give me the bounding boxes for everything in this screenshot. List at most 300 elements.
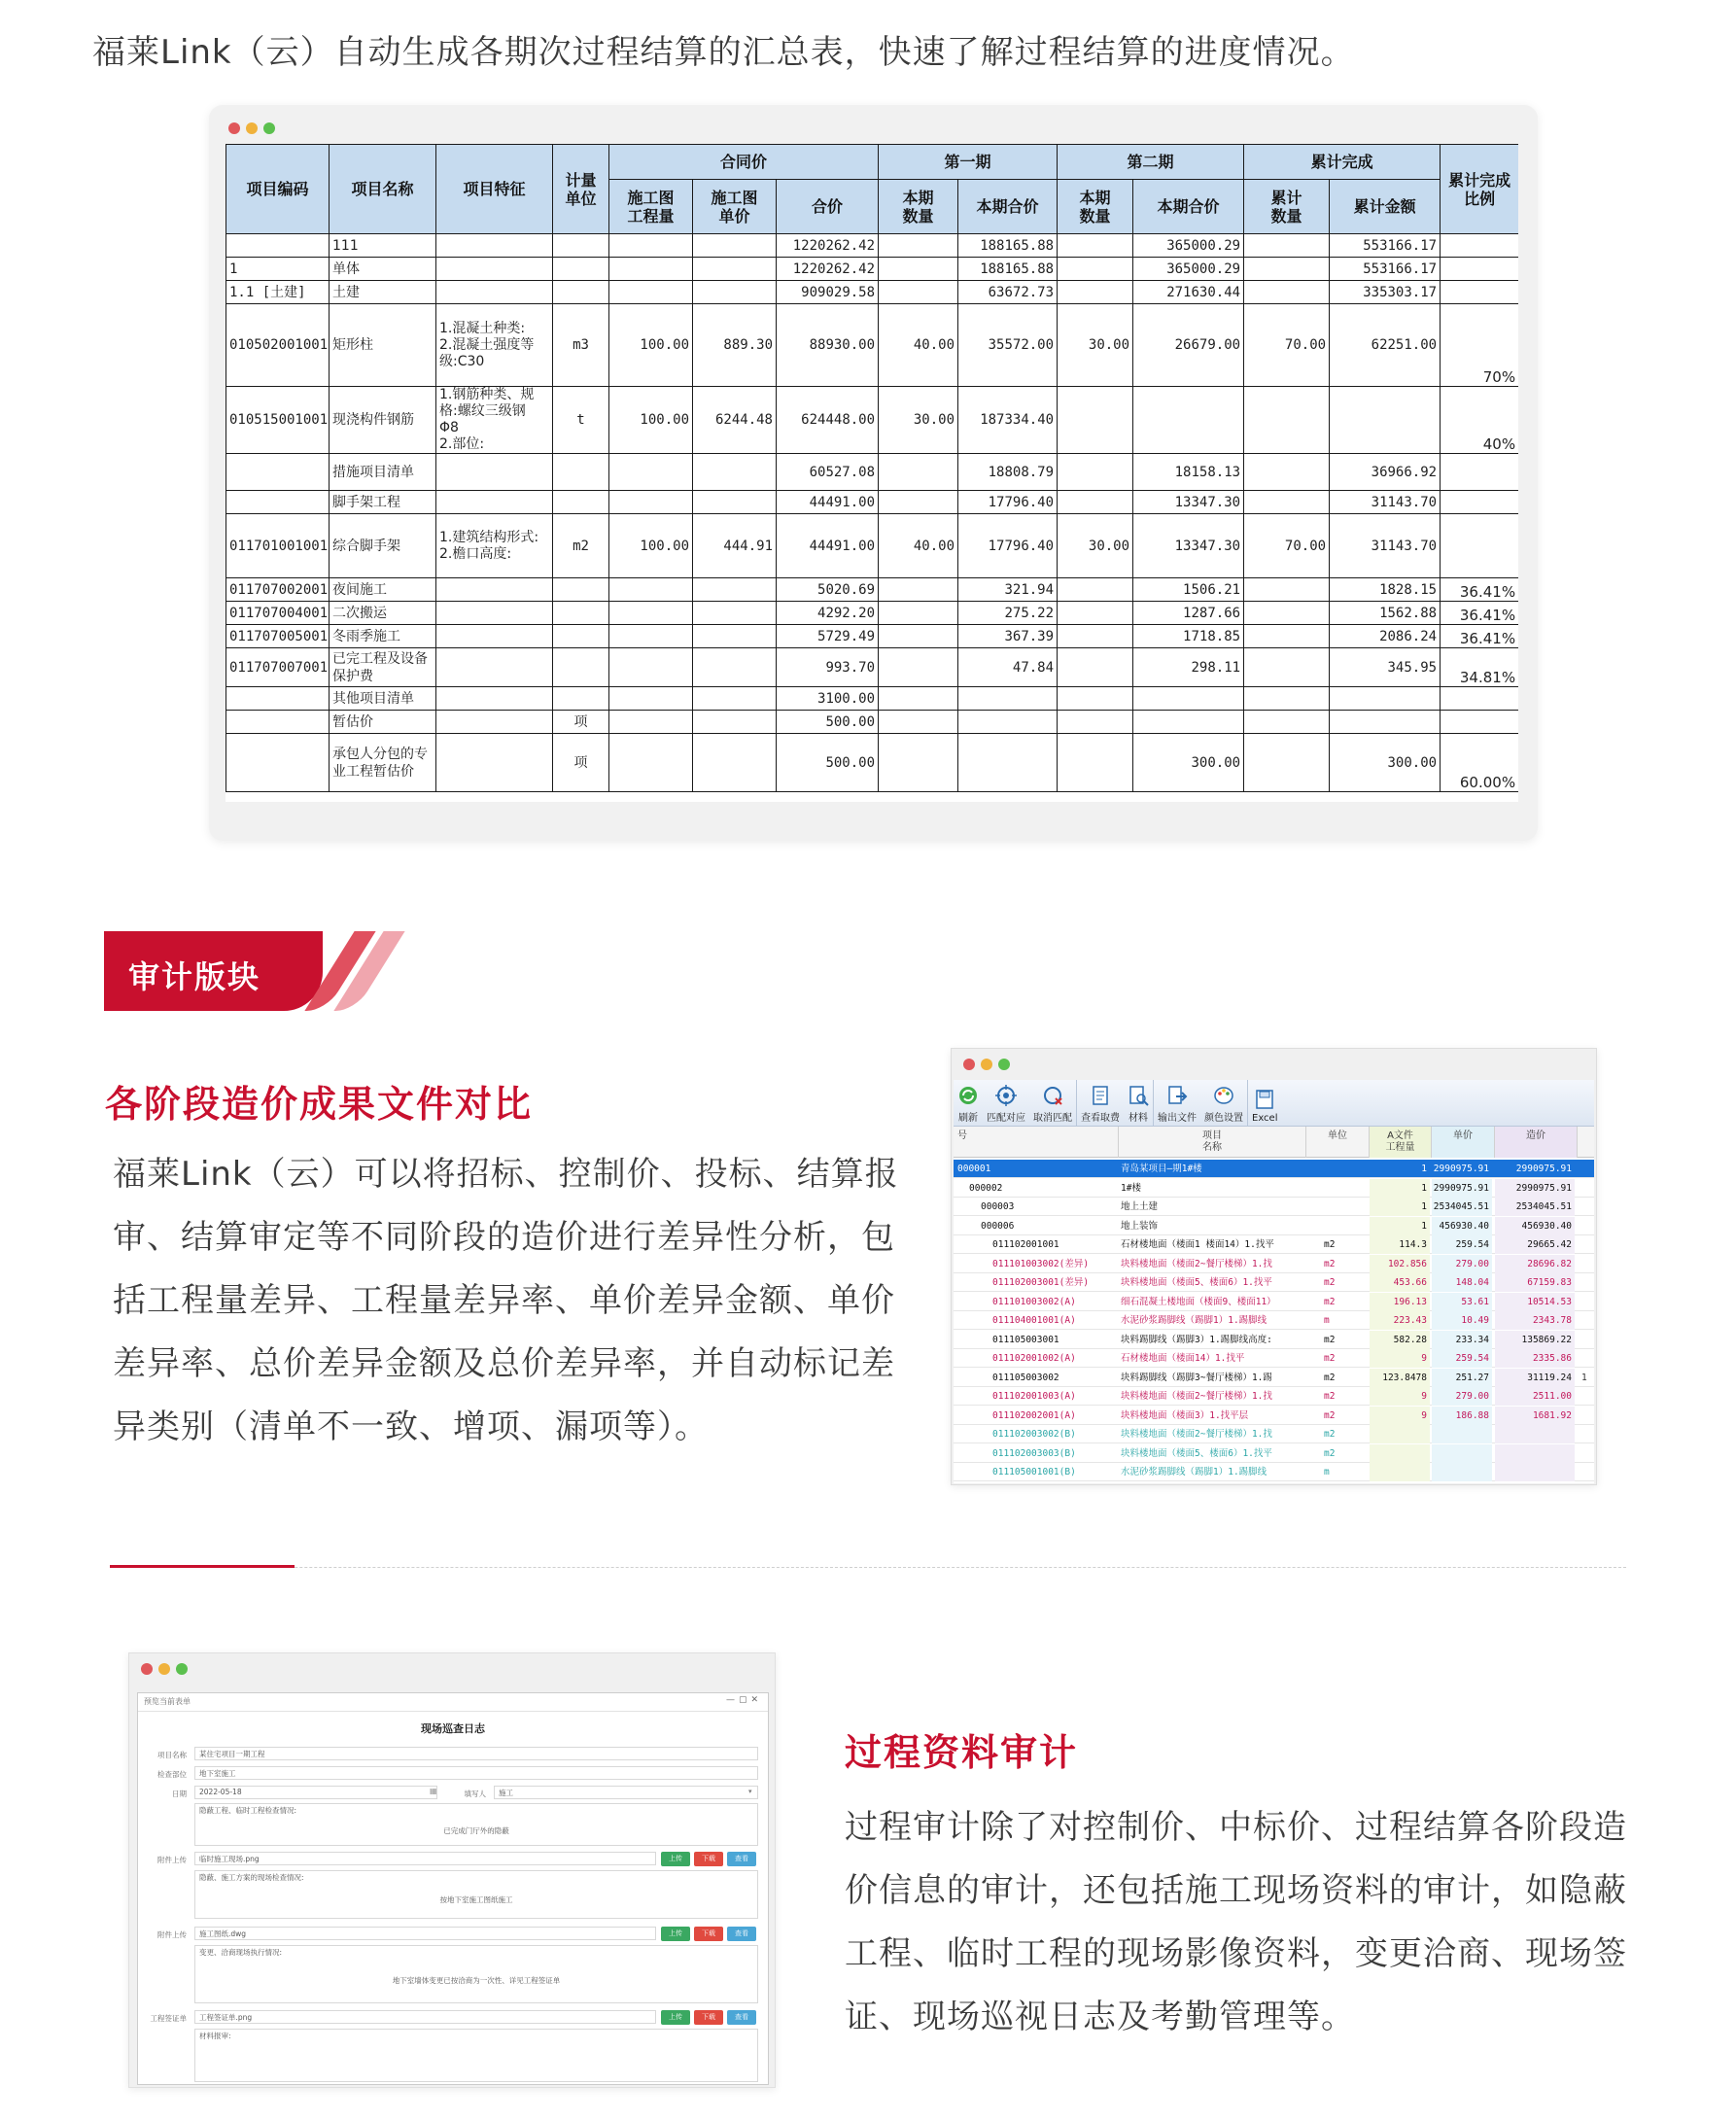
th-period1: 第一期 [879,145,1058,180]
textarea-4[interactable] [194,2029,758,2082]
table-row [226,625,1519,648]
grid-cell-total: 2534045.51 [1495,1198,1575,1216]
grid-cell-name: 青岛某项目—期1#楼 [1121,1164,1202,1174]
cell-code: 011707005001 [226,625,330,648]
cell-unit: 项 [553,711,609,734]
cell-p1qty [879,711,958,734]
grid-cell-price: 2534045.51 [1432,1198,1492,1216]
cell-cumqty [1244,711,1330,734]
textarea-2[interactable] [194,1870,758,1919]
cell-qty [609,625,693,648]
grid-row[interactable] [954,1387,1594,1406]
grid-cell-qty: 196.13 [1370,1293,1430,1311]
grid-cell-code: 011102001003(A) [992,1391,1076,1402]
cell-name: 矩形柱 [330,304,436,387]
cell-code [226,734,330,792]
cell-feature [436,711,553,734]
cell-unit [553,625,609,648]
grid-cell-total: 67159.83 [1495,1273,1575,1292]
cell-name: 承包人分包的专业工程暂估价 [330,734,436,792]
date-label: 日期 [172,1790,187,1798]
maximize-dot-icon[interactable] [176,1663,188,1675]
cell-qty [609,491,693,514]
cell-unit: 项 [553,734,609,792]
cell-unit [553,578,609,602]
cell-code [226,234,330,258]
cell-price [693,281,777,304]
grid-cell-unit: m2 [1324,1353,1336,1364]
grid-cell-total: 2343.78 [1495,1311,1575,1330]
table-row [226,454,1519,491]
close-dot-icon[interactable] [228,122,240,134]
cell-qty [609,648,693,687]
upload-button[interactable]: 上传 [661,1852,690,1866]
cell-ratio: 40% [1441,387,1518,454]
cell-total: 1220262.42 [777,234,879,258]
grid-cell-price: 259.54 [1432,1349,1492,1368]
form-window-title: 预览当前表单 [144,1697,191,1706]
attach1-input[interactable]: 临时施工现场.png [194,1852,656,1865]
grid-row[interactable] [954,1293,1594,1311]
grid-cell-unit: m2 [1324,1239,1336,1250]
grid-cell-unit: m2 [1324,1409,1336,1421]
attach3-label: 工程签证单 [150,2014,187,2023]
grid-cell-price [1432,1463,1492,1481]
compare-grid [954,1127,1594,1483]
grid-cell-total: 10514.53 [1495,1293,1575,1311]
cell-cumqty [1244,625,1330,648]
grid-cell-price: 251.27 [1432,1369,1492,1387]
cell-feature [436,734,553,792]
cell-code: 011707004001 [226,602,330,625]
cell-name: 已完工程及设备保护费 [330,648,436,687]
cell-unit: m2 [553,514,609,578]
export-icon [1166,1085,1188,1106]
cell-cumamt: 300.00 [1330,734,1441,792]
grid-cell-qty: 9 [1370,1407,1430,1425]
cell-ratio [1441,687,1518,711]
cell-cumamt [1330,687,1441,711]
cell-qty [609,454,693,491]
th-p2qty: 本期 数量 [1058,180,1133,234]
cell-unit: m3 [553,304,609,387]
cell-ratio [1441,281,1518,304]
cell-code: 011707002001 [226,578,330,602]
cell-name: 冬雨季施工 [330,625,436,648]
upload-button[interactable]: 上传 [661,2010,690,2025]
toolbar-label: 取消匹配 [1033,1113,1072,1124]
cell-p2total: 365000.29 [1133,234,1244,258]
table-row [226,258,1519,281]
maximize-dot-icon[interactable] [998,1059,1010,1070]
location-input[interactable]: 地下室施工 [194,1766,758,1780]
cell-p2qty: 30.00 [1058,304,1133,387]
grid-row[interactable] [954,1349,1594,1368]
cell-code: 1 [226,258,330,281]
cell-feature [436,234,553,258]
textarea-3[interactable] [194,1945,758,2003]
audit-compare-window [951,1048,1597,1485]
cell-p2total: 13347.30 [1133,491,1244,514]
cell-price [693,687,777,711]
gh-name: 项目 名称 [1119,1127,1306,1158]
cell-p1total: 188165.88 [958,258,1058,281]
grid-cell-total [1495,1425,1575,1443]
grid-cell-qty: 223.43 [1370,1311,1430,1330]
intro-text: 福莱Link（云）自动生成各期次过程结算的汇总表，快速了解过程结算的进度情况。 [92,33,1355,72]
cell-total: 4292.20 [777,602,879,625]
th-period2: 第二期 [1058,145,1244,180]
cell-p1total: 188165.88 [958,234,1058,258]
cell-p1total [958,687,1058,711]
grid-cell-price [1432,1425,1492,1443]
cell-ratio [1441,454,1518,491]
textarea-2-prompt: 隐蔽、施工方案的现场检查情况: [199,1873,304,1882]
summary-table-container [226,144,1518,802]
cell-cumqty [1244,454,1330,491]
cell-ratio: 34.81% [1441,648,1518,687]
document-icon [1090,1085,1111,1106]
th-qty: 施工图 工程量 [609,180,693,234]
cell-ratio [1441,514,1518,578]
grid-cell-qty: 1 [1370,1198,1430,1216]
grid-cell-code: 011102003001(差异) [992,1277,1090,1288]
cell-total: 60527.08 [777,454,879,491]
view-button[interactable]: 查看 [727,2010,756,2025]
cell-cumqty [1244,491,1330,514]
cell-p1total: 63672.73 [958,281,1058,304]
cell-feature [436,602,553,625]
download-button[interactable]: 下载 [694,1852,723,1866]
cell-price [693,234,777,258]
cell-ratio [1441,258,1518,281]
cell-total: 88930.00 [777,304,879,387]
cell-cumamt: 1828.15 [1330,578,1441,602]
cell-qty [609,734,693,792]
grid-cell-unit: m2 [1324,1429,1336,1440]
grid-cell-total [1495,1444,1575,1463]
close-dot-icon[interactable] [963,1059,975,1070]
grid-row[interactable] [954,1217,1594,1235]
grid-row[interactable] [954,1198,1594,1216]
cell-price [693,602,777,625]
grid-cell-qty: 1 [1370,1179,1430,1198]
cell-p1qty [879,258,958,281]
cell-total: 500.00 [777,734,879,792]
grid-cell-qty: 102.856 [1370,1255,1430,1273]
cell-feature: 1.钢筋种类、规格:螺纹三级钢 Φ8 2.部位: [436,387,553,454]
cell-p2qty [1058,491,1133,514]
section-divider-accent [110,1565,295,1568]
cell-p1qty [879,602,958,625]
cell-cumamt: 1562.88 [1330,602,1441,625]
cell-p1total [958,711,1058,734]
toolbar-material-button[interactable] [1124,1080,1153,1126]
cell-cumqty [1244,648,1330,687]
toolbar-color-button[interactable] [1200,1080,1247,1126]
cell-p1qty [879,454,958,491]
grid-cell-name: 块料踢脚线（踢脚3）1.踢脚线高度: [1121,1334,1272,1345]
cell-price [693,454,777,491]
cell-code [226,491,330,514]
grid-cell-code: 011102001002(A) [992,1353,1076,1364]
cell-cumqty [1244,234,1330,258]
grid-row[interactable] [954,1369,1594,1387]
cell-p2qty [1058,711,1133,734]
grid-cell-total: 135869.22 [1495,1331,1575,1349]
cell-feature [436,648,553,687]
cell-cumqty: 70.00 [1244,304,1330,387]
toolbar-label: 输出文件 [1158,1113,1197,1124]
cell-ratio: 36.41% [1441,578,1518,602]
calendar-icon[interactable]: ▦ [430,1787,437,1795]
maximize-dot-icon[interactable] [263,122,275,134]
grid-cell-name: 1#楼 [1121,1182,1141,1194]
cell-feature [436,625,553,648]
th-p2total: 本期合价 [1133,180,1244,234]
minimize-dot-icon[interactable] [981,1059,992,1070]
view-button[interactable]: 查看 [727,1927,756,1941]
cell-price: 889.30 [693,304,777,387]
grid-cell-price: 2990975.91 [1433,1164,1489,1174]
textarea-1[interactable] [194,1803,758,1846]
table-row [226,234,1519,258]
target-icon [995,1085,1017,1106]
table-row [226,578,1519,602]
grid-cell-price: 148.04 [1432,1273,1492,1292]
cell-p1total: 17796.40 [958,514,1058,578]
th-cumulative: 累计完成 [1244,145,1441,180]
th-p1qty: 本期 数量 [879,180,958,234]
grid-cell-unit [1306,1160,1370,1178]
cell-price: 6244.48 [693,387,777,454]
table-row [226,304,1519,387]
window-buttons-icon[interactable]: —▢✕ [725,1695,762,1705]
cell-unit: t [553,387,609,454]
gh-total: 造价 [1495,1127,1578,1158]
grid-header [954,1127,1594,1158]
location-label: 检查部位 [157,1770,187,1779]
toolbar-label: 匹配对应 [987,1113,1025,1124]
grid-row[interactable] [954,1255,1594,1273]
minimize-dot-icon[interactable] [246,122,258,134]
cell-p2total [1133,387,1244,454]
project-input[interactable]: 某住宅项目一期工程 [194,1747,758,1760]
cell-p2total: 365000.29 [1133,258,1244,281]
cell-unit [553,234,609,258]
form-panel [137,1692,769,2085]
cell-p2total: 1287.66 [1133,602,1244,625]
cell-p2total [1133,711,1244,734]
cell-qty [609,281,693,304]
th-cumqty: 累计 数量 [1244,180,1330,234]
grid-cell-price [1432,1444,1492,1463]
toolbar-fees-button[interactable] [1076,1080,1124,1126]
grid-cell-code: 011105003001 [992,1334,1059,1345]
th-ratio: 累计完成 比例 [1441,145,1518,234]
grid-row[interactable] [954,1425,1594,1443]
cell-total: 44491.00 [777,514,879,578]
cell-p2total: 1718.85 [1133,625,1244,648]
textarea-4-prompt: 材料报审: [199,2032,231,2040]
cell-name: 土建 [330,281,436,304]
toolbar-refresh-button[interactable] [954,1080,983,1126]
window-controls [228,122,275,134]
section-badge [104,931,381,1011]
cell-ratio: 36.41% [1441,602,1518,625]
grid-cell-qty: 114.3 [1370,1235,1430,1254]
cell-price [693,578,777,602]
cell-feature [436,491,553,514]
grid-cell-unit [1306,1198,1370,1216]
cell-p1qty: 30.00 [879,387,958,454]
cell-ratio: 70% [1441,304,1518,387]
grid-cell-code: 011102001001 [992,1239,1059,1250]
cell-feature [436,258,553,281]
grid-cell-name: 地上装饰 [1121,1220,1159,1232]
grid-cell-code: 011104001001(A) [992,1315,1076,1326]
cell-p2qty [1058,281,1133,304]
window-controls [141,1663,188,1675]
cell-total: 993.70 [777,648,879,687]
cell-qty [609,234,693,258]
grid-row[interactable] [954,1273,1594,1292]
table-row [226,687,1519,711]
download-button[interactable]: 下载 [694,2010,723,2025]
gh-price: 单价 [1432,1127,1495,1158]
grid-cell-price: 456930.40 [1432,1217,1492,1235]
download-button[interactable]: 下载 [694,1927,723,1941]
grid-cell-name: 地上土建 [1121,1201,1159,1212]
cell-cumamt [1330,711,1441,734]
attach2-input[interactable]: 施工图纸.dwg [194,1927,656,1940]
cell-p1qty: 40.00 [879,304,958,387]
table-row [226,281,1519,304]
textarea-2-content: 按地下室施工图纸施工 [439,1895,513,1904]
date-input[interactable]: 2022-05-18 [194,1786,437,1799]
grid-cell-code: 011105001001(B) [992,1467,1076,1477]
cell-code: 1.1 [土建] [226,281,330,304]
toolbar-label: 查看取费 [1081,1113,1120,1124]
attach3-input[interactable]: 工程签证单.png [194,2010,656,2024]
grid-cell-code: 011101003002(A) [992,1296,1076,1307]
view-button[interactable]: 查看 [727,1852,756,1866]
cell-feature: 1.混凝土种类: 2.混凝土强度等级:C30 [436,304,553,387]
cell-total: 909029.58 [777,281,879,304]
cell-code [226,711,330,734]
grid-cell-name: 水泥砂浆踢脚线（踢脚1）1.踢脚线 [1121,1315,1267,1326]
grid-cell-price: 53.61 [1432,1293,1492,1311]
cell-price [693,625,777,648]
upload-button[interactable]: 上传 [661,1927,690,1941]
cell-total: 44491.00 [777,491,879,514]
cell-qty [609,602,693,625]
grid-row[interactable] [954,1311,1594,1330]
grid-cell-qty: 453.66 [1370,1273,1430,1292]
cell-p1total: 18808.79 [958,454,1058,491]
grid-row[interactable] [954,1235,1594,1254]
toolbar-match-button[interactable] [983,1080,1029,1126]
grid-row[interactable] [954,1331,1594,1349]
grid-cell-unit: m [1324,1315,1330,1326]
cell-cumamt: 31143.70 [1330,491,1441,514]
grid-cell-name: 块料楼地面（楼面5、楼面6）1.找平 [1121,1277,1272,1288]
cell-unit [553,602,609,625]
grid-row[interactable] [954,1463,1594,1481]
cell-price [693,258,777,281]
grid-cell-unit: m2 [1324,1296,1336,1307]
grid-cell-code: 011102003003(B) [992,1447,1076,1459]
grid-cell-code: 011105003002 [992,1372,1059,1383]
toolbar-label: 刷新 [958,1113,978,1124]
cell-price [693,734,777,792]
cell-p2total: 18158.13 [1133,454,1244,491]
cell-ratio [1441,711,1518,734]
close-dot-icon[interactable] [141,1663,153,1675]
minimize-dot-icon[interactable] [158,1663,170,1675]
person-select[interactable]: 施工 [494,1786,758,1799]
cell-cumqty [1244,687,1330,711]
grid-row[interactable] [954,1407,1594,1425]
grid-cell-qty: 582.28 [1370,1331,1430,1349]
grid-extra-cell: 1 [1581,1372,1587,1383]
cell-p1total [958,734,1058,792]
cell-p2total: 26679.00 [1133,304,1244,387]
cell-total: 624448.00 [777,387,879,454]
chevron-down-icon[interactable]: ▾ [748,1788,752,1795]
grid-cell-code: 000002 [969,1182,1003,1194]
cell-unit [553,491,609,514]
cell-p2total: 298.11 [1133,648,1244,687]
textarea-3-content: 地下室墙体变更已按洽商为一次性、详见工程签证单 [392,1976,561,1985]
grid-cell-total: 29665.42 [1495,1235,1575,1254]
cell-p1qty [879,578,958,602]
cell-cumamt: 553166.17 [1330,234,1441,258]
grid-cell-unit: m2 [1324,1277,1336,1288]
cell-feature: 1.建筑结构形式: 2.檐口高度: [436,514,553,578]
toolbar-excel-button[interactable] [1247,1080,1282,1126]
cell-p1qty [879,234,958,258]
grid-row[interactable] [954,1160,1594,1178]
toolbar-unmatch-button[interactable] [1029,1080,1076,1126]
cell-unit [553,687,609,711]
cell-p1total: 367.39 [958,625,1058,648]
gh-qty: A文件 工程量 [1370,1127,1432,1158]
grid-cell-qty [1370,1444,1430,1463]
table-row [226,648,1519,687]
project-label: 项目名称 [157,1751,187,1759]
grid-cell-name: 块料楼地面（楼面2~餐厅楼梯）1.找 [1121,1429,1272,1440]
th-price: 施工图 单价 [693,180,777,234]
grid-cell-unit [1306,1217,1370,1235]
toolbar-export-button[interactable] [1153,1080,1200,1126]
cell-cumqty [1244,734,1330,792]
table-row [226,711,1519,734]
cell-p1total: 187334.40 [958,387,1058,454]
cell-code [226,454,330,491]
grid-cell-code: 011102002001(A) [992,1409,1076,1421]
grid-row[interactable] [954,1179,1594,1198]
grid-cell-name: 石材楼地面（楼面14）1.找平 [1121,1353,1245,1364]
cell-price [693,711,777,734]
attach2-label: 附件上传 [157,1930,187,1939]
gh-unit: 单位 [1306,1127,1370,1158]
grid-cell-qty: 9 [1370,1349,1430,1368]
cell-p2qty [1058,734,1133,792]
grid-cell-price: 259.54 [1432,1235,1492,1254]
recycle-icon [957,1085,979,1106]
grid-row[interactable] [954,1444,1594,1463]
